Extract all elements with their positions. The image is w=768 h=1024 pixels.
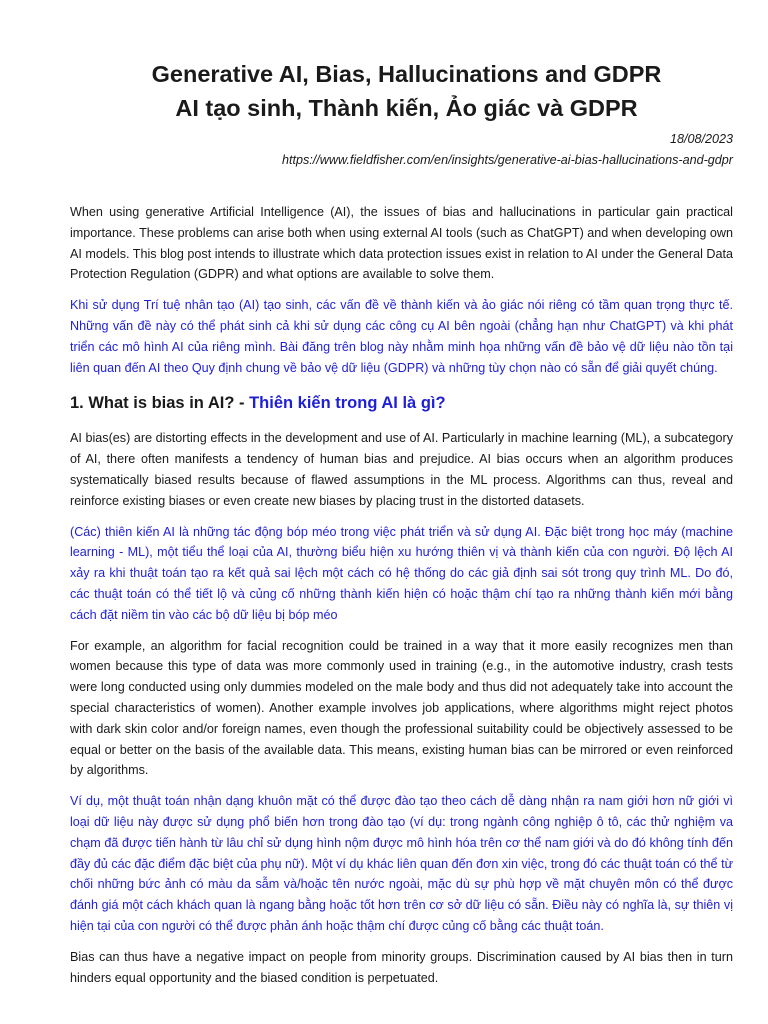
source-url: https://www.fieldfisher.com/en/insights/generative-ai-bias-hallucinations-and-gdpr [281, 153, 733, 167]
section-1-paragraph-1-vietnamese: (Các) thiên kiến AI là những tác động bóp méo trong việc phát triển và sử dụng AI. Đặc biệt trong học máy (machine learning - ML), một tiểu thể loại của AI, thường biểu hiện xu hướng thiên vị và thành kiến của con người. Độ lệch AI xảy ra khi thuật toán tạo ra kết quả sai lệch một cách có hệ thống do các giả định sai sót trong quy trình ML. Do đó, các thuật toán có thể tiết lộ và củng cố những thành kiến hiện có hoặc thậm chí tạo ra những thành kiến mới bằng cách đặt niềm tin vào các bộ dữ liệu bị bóp méo [70, 524, 733, 622]
section-1-heading-vietnamese: Thiên kiến trong AI là gì? [249, 394, 446, 413]
section-1-paragraph-3-english: Bias can thus have a negative impact on people from minority groups. Discrimination caused by AI bias then in turn hinders equal opportunity and the biased condition is perpetuated. [70, 949, 733, 985]
section-1-heading-english: 1. What is bias in AI? - [70, 394, 250, 413]
document-title-english: Generative AI, Bias, Hallucinations and GDPR [151, 61, 662, 87]
section-1-heading [70, 392, 733, 414]
document-body [70, 202, 733, 988]
section-1-paragraph-1-english: AI bias(es) are distorting effects in the development and use of AI. Particularly in machine learning (ML), a subcategory of AI, there often manifests a tendency of human bias and prejudice. AI bias occurs when an algorithm produces systematically biased results because of flawed assumptions in the ML process. Algorithms can thus, reveal and reinforce existing biases or even create new biases by placing trust in the distorted datasets. [70, 431, 733, 508]
section-1-paragraph-2-english: For example, an algorithm for facial recognition could be trained in a way that it more easily recognizes men than women because this type of data was more commonly used in training (e.g., in the automotive industry, crash tests were long conducted using only dummies modeled on the male body and thus did not adequately take into account the special characteristics of women). Another example involves job applications, where algorithms might reject photos with dark skin color and/or foreign names, even though the professional suitability could be objectively assessed to be equal or better on the basis of the available data. This means, existing human bias can be mirrored or even reinforced by algorithms. [70, 638, 733, 778]
section-1-paragraph-2-vietnamese: Ví dụ, một thuật toán nhận dạng khuôn mặt có thể được đào tạo theo cách dễ dàng nhận ra nam giới hơn nữ giới vì loại dữ liệu này được sử dụng phổ biến hơn trong đào tạo (ví dụ: trong ngành công nghiệp ô tô, các thử nghiệm va chạm đã được tiến hành từ lâu chỉ sử dụng hình nộm được mô hình hóa trên cơ thể nam giới và do đó không tính đến đầy đủ các đặc điểm đặc biệt của phụ nữ). Một ví dụ khác liên quan đến đơn xin việc, trong đó các thuật toán có thể từ chối những bức ảnh có màu da sẫm và/hoặc tên nước ngoài, mặc dù sự phù hợp về mặt chuyên môn có thể được đánh giá một cách khách quan là ngang bằng hoặc tốt hơn trên cơ sở dữ liệu có sẵn. Điều này có nghĩa là, sự thiên vị hiện tại của con người có thể được phản ánh hoặc thậm chí được củng cố bằng các thuật toán. [70, 794, 733, 933]
document-title-vietnamese: AI tạo sinh, Thành kiến, Ảo giác và GDPR [175, 95, 638, 121]
intro-paragraph-vietnamese: Khi sử dụng Trí tuệ nhân tạo (AI) tạo sinh, các vấn đề về thành kiến và ảo giác nói riêng có tầm quan trọng thực tế. Những vấn đề này có thể phát sinh cả khi sử dụng các công cụ AI bên ngoài (chẳng hạn như ChatGPT) và khi phát triển các mô hình AI của riêng mình. Bài đăng trên blog này nhằm minh họa những vấn đề bảo vệ dữ liệu nào tồn tại liên quan đến AI theo Quy định chung về bảo vệ dữ liệu (GDPR) và những tùy chọn nào có sẵn để giải quyết chúng. [70, 298, 733, 375]
publication-date: 18/08/2023 [669, 132, 733, 146]
intro-paragraph-english: When using generative Artificial Intelligence (AI), the issues of bias and hallucinations in particular gain practical importance. These problems can arise both when using external AI tools (such as ChatGPT) and when developing own AI models. This blog post intends to illustrate which data protection issues exist in relation to AI under the General Data Protection Regulation (GDPR) and what options are available to solve them. [70, 205, 733, 282]
